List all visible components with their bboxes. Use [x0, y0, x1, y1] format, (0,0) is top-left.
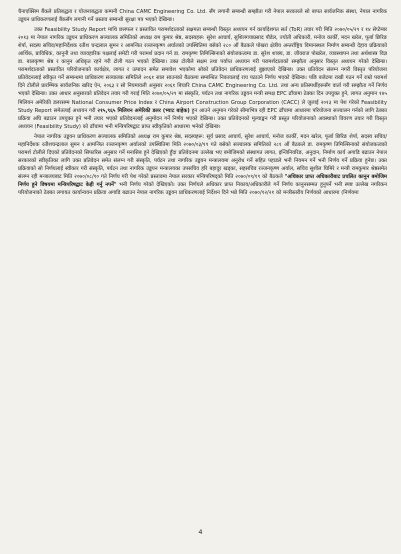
paragraph	[18, 8, 387, 24]
paragraph	[18, 26, 387, 131]
bold-text: २१५,९६५ मिलियन अमेरिकी डलर (भ्याट बाहेक)	[97, 107, 190, 114]
text-run: नेपाल नागरिक उड्डयन प्राधिकरण सञ्चालक समितिको अध्यक्ष राम कुमार श्रेष्ठ, सदस्यहरू: सूर्य प्रसाद आचार्य, सुरेश आचार्य, मनोज कार्की, मदन खरेल, फूर्बा छिरिङ शेर्पा, सदस्य सचिव/महानिर्देशक रतीशचन्द्रलाल सुमन र आमन्त्रित रञ्जनकृष्ण अर्यालको उपस्थितिमा मिति २०७०/०३/१९ गते बसेको सञ्चालक समितिको २८१ औं बैठकले डा. रामकृष्ण तिमिल्सिनाको संयोजकत्वको परामर्श टोलीले दिएको प्रतिवेदनको सिफारिस अनुसार गर्ने मनासिब हुने देखिएको हुँदा प्रतिवेदनमा उल्लेख भए बमोजिमको संस्थागत लागत, इन्जिनियरिङ, अनुदान, निर्माण कार्य अगाडि बढाउन नेपाल सरकारको स्वीकृतिका लागि उक्त प्रतिवेदन समेत संलग्न गरी संस्कृति, पर्यटन तथा नागरिक उड्डयन मन्त्रालयमा अनुरोध गर्ने सहित पहाडले भनी नियमन गर्ने भनी निर्णय गर्ने प्रक्रिया हुनेछ। उक्त प्रक्रियाको सो निर्णयलाई स्वीकार गरी संस्कृति, पर्यटन तथा नागरिक उड्डयन मन्त्रालयका उपसचिव हरि बहादुर खड्का, सहसचिव रञ्जनकृष्ण अर्याल, सचिव सुशील घिमिरे र मन्त्री रामकुमार श्रेष्ठसमेत संलग्न रही मन्त्रालयबाट मिति २०७०/०८/१० गते निर्णय गरी पेश गरेको प्रस्तावमा नेपाल सरकार मन्त्रिपरिषद्को मिति २०७०/०९/१९ को बैठकले	[18, 133, 387, 180]
paragraph	[18, 133, 387, 197]
bold-text: "अधिकार प्राप्त अधिकारीबाट प्रचलित कानुन बमोजिम निर्णय हुने विषयमा मन्त्रिपरिषद्बाट केही गर्नु नपर्ने"	[18, 173, 387, 188]
page-number: 4	[198, 528, 203, 536]
text-run: भनी निर्णय गरेको देखिएको। उक्त निर्णयले अधिकार प्राप्त निकाय/अधिकारीले गर्ने निर्णय कानुनसम्मत हुनुपर्ने भनी स्पष्ट उल्लेख नगरिकन परियोजनाको ठेक्का लगायत कार्यान्वयन प्रक्रिया अगाडि बढाउन नेपाल नागरिक उड्डयन प्राधिकरणलाई निर्देशन दिने भन्ने मिति २०७०/१२/२१ को मन्त्रीस्तरीय निर्णयको आधारमा (निर्णयमा	[18, 181, 387, 197]
text-run: हुन आउने अनुमान गरेको सीमाभित्र रही EPC ढाँचामा आधारमा परियोजना सञ्चालन गर्नको लागि ठेक्का प्रक्रिया अघि बढाउन उपयुक्त हुने भनी तयार भएको प्रतिवेदनलाई अनुमोदन गर्ने निर्णय भएको देखिन्छ। उक्त प्रतिवेदनको मूल्याङ्कन गरी प्रस्तुत परियोजनाको अवस्थाको विवरण तयार गरी विस्तृत अध्ययन (Feasibility Study) को ढाँचामा भनी मन्त्रिपरिषद्बाट प्राप्त स्वीकृतिको आधारमा भनेको देखिन्छ।	[18, 107, 387, 130]
body-text	[18, 8, 387, 197]
text-run: उक्त Feasibility Study Report माथि छलफल र प्रस्तावित परामर्शदाताको सक्षमता सम्बन्धी विस्तृत अध्ययन गर्न कार्यादेशगत सर्त (ToR) तयार गरी मिति २०७०/०५/२९ र १४ सेप्टेम्बर २०१३ मा नेपाल नागरिक उड्डयन प्राधिकरण सञ्चालक समितिको अध्यक्ष राम कुमार श्रेष्ठ, सदस्यहरू: सुरेश आचार्य, सुशिलगयाप्रसाद पौडेल, ज्योती अधिकारी, मनोज कार्की, मदन खरेल, फूर्बा छिरिङ शेर्पा, सदस्य सचिव/महानिर्देशक रतीश चन्द्रलाल सुमन र आमन्त्रित रञ्जनकृष्ण अर्यालको उपस्थितिमा बसेको २८० औं बैठकले पोखरा क्षेत्रीय अन्तर्राष्ट्रिय विमानस्थल निर्माण सम्बन्धी देहाय प्रक्रियाको आर्थिक, प्राविधिक, कानुनी तथा व्यावहारिक पक्षलाई समेटी गरी परामर्श प्रदान गर्न डा. रामकृष्ण तिमिल्सिनाको संयोजकत्वमा डा. सुरेश शाक्य, डा. जीवराज पोखरेल, व्यवस्थापन तथा अर्थशास्त्र विज्ञ डा. बालकृष्ण श्रेष्ठ र कानुन अधिकृत रहने गरी टोली गठन भएको देखिन्छ। उक्त टोलीले सक्षम तथा पर्याप्त अध्ययन गरी परामर्शदाताको सम्झौता अनुसार विस्तृत अध्ययन गरेको देखिन्छ। परामर्शदाताको प्रस्तावित परियोजनाको कार्यक्षेत्र, लागत र उत्पादन समेत समावेश भएकोमा सोको प्रतिवेदन प्राधिकरणलाई बुझाएको देखिन्छ। उक्त प्रतिवेदन संलग्न नगरी विस्तृत परियोजना प्रतिवेदनलाई स्वीकृत गर्ने सम्बन्धमा प्राधिकरण सञ्चालक समितिले २०६१ साल साउनको बैठकमा सम्बन्धित निकायलाई राय पठाउने निर्णय भएको देखिन्छ। पछि बजेटमा राखी गठन गर्ने राम्रो परामर्श दिने टोलीले प्रारम्भिक सार्वजनिक खरिद ऐन, २०६३ र सो नियमावली अनुसार २०६१ बिचारि China CAMC Engineering Co. Ltd. तथा अन्य प्रतिस्पर्धीहरूसँग वार्ता गरी सम्झौता गर्ने निर्णय भएको देखिन्छ। उक्त आधार अनुसारको प्रतिवेदन तयार गरी गराई मिति २०७०/०५/२९ मा संस्कृति, पर्यटन तथा नागरिक उड्डयन मन्त्री समक्ष EPC ढाँचामा ठेक्का दिन उपयुक्त हुने, लागत अनुमान १४५ मिलियन अमेरिकी डलरसम्म National Consumer Price Index र China Airport Construction Group Corporation (CACC) ले जुलाई २०१३ मा पेश गरेको Feasibility Study Report समेतलाई अध्ययन गरी	[18, 27, 388, 114]
text-run: चैनाएक्सिम बैंकले प्रतिबद्धता र योजनाबद्धता कम्पनी China CAMC Engineering Co. Ltd. सँग लगानी सम्बन्धी सम्झौता गरी नेपाल सरकारले सो बापत सार्वजनिक संस्था, नेपाल नागरिक उड्डयन प्राधिकरणलाई बैंकसँग लगानी गर्ने प्रस्ताव सम्बन्धी सुरक्षा पत्र भएको देखिन्छ।	[18, 9, 387, 24]
